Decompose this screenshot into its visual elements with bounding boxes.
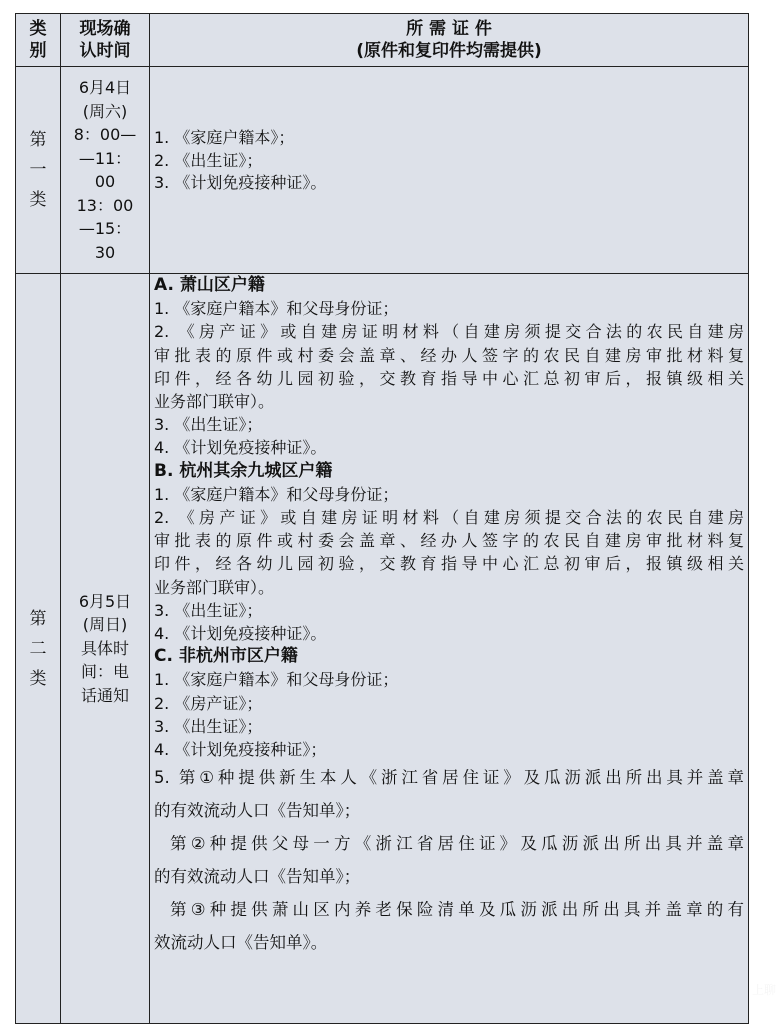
time-line: —11： (78, 148, 132, 168)
document-line: 1. 《家庭户籍本》和父母身份证； (154, 299, 399, 319)
document-line: 1. 《家庭户籍本》和父母身份证； (154, 670, 399, 690)
header-documents-subtitle: (原件和复印件均需提供) (356, 41, 542, 61)
document-line: 2. 《出生证》； (154, 150, 263, 170)
time-line: 13：00 (76, 195, 134, 215)
header-time-line: 认时间 (79, 41, 131, 61)
time-cell (61, 274, 150, 1024)
header-documents-title: 所 需 证 件 (406, 19, 492, 39)
time-line: 间：电 (80, 662, 129, 682)
time-line: 具体时 (80, 638, 129, 658)
time-line: 8：00— (73, 125, 137, 144)
document-line: 1. 《家庭户籍本》和父母身份证； (154, 484, 399, 504)
document-line: 印件，经各幼儿园初验，交教育指导中心汇总初审后，报镇级相关 (154, 368, 744, 388)
table-row (16, 274, 749, 1024)
table-row (16, 67, 749, 274)
category-cell (16, 274, 61, 1024)
category-char: 类 (29, 190, 47, 210)
document-line: 3. 《出生证》； (154, 716, 263, 736)
section-title: A. 萧山区户籍 (154, 275, 265, 295)
time-line: (周日) (82, 615, 128, 635)
header-row (16, 14, 749, 67)
time-line: —15： (78, 219, 132, 238)
document-line: 4. 《计划免疫接种证》； (154, 740, 327, 760)
header-documents (150, 14, 749, 67)
document-line: 审批表的原件或村委会盖章、经办人签字的农民自建房审批材料复 (154, 531, 744, 551)
time-line: 00 (94, 172, 116, 191)
document-line: 印件，经各幼儿园初验，交教育指导中心汇总初审后，报镇级相关 (154, 554, 744, 574)
time-line: 6月5日 (78, 591, 132, 611)
document-line: 4. 《计划免疫接种证》。 (154, 438, 327, 458)
document-line: 3. 《出生证》； (154, 600, 263, 620)
document-line: 5. 第①种提供新生本人《浙江省居住证》及瓜沥派出所出具并盖章 (154, 768, 744, 788)
header-category (16, 14, 61, 67)
category-cell (16, 67, 61, 274)
document-line: 审批表的原件或村委会盖章、经办人签字的农民自建房审批材料复 (154, 345, 744, 365)
header-category-line: 别 (29, 41, 47, 61)
time-line: 话通知 (80, 685, 129, 705)
header-category-line: 类 (29, 19, 47, 39)
time-cell (61, 67, 150, 274)
time-line: 6月4日 (78, 78, 132, 97)
document-line: 第②种提供父母一方《浙江省居住证》及瓜沥派出所出具并盖章 (170, 834, 744, 854)
document-line: 4. 《计划免疫接种证》。 (154, 624, 327, 644)
category-char: 二 (29, 638, 47, 659)
document-line: 2. 《房产证》或自建房证明材料（自建房须提交合法的农民自建房 (154, 322, 744, 342)
document-line: 业务部门联审）。 (154, 577, 275, 597)
requirements-table (15, 13, 749, 1024)
documents-cell (150, 274, 749, 1024)
time-line: 30 (94, 242, 116, 262)
header-time (61, 14, 150, 67)
header-time-line: 现场确 (79, 19, 131, 39)
document-line: 2. 《房产证》或自建房证明材料（自建房须提交合法的农民自建房 (154, 508, 744, 528)
section-title: B. 杭州其余九城区户籍 (154, 460, 333, 481)
category-char: 第 (29, 608, 47, 629)
section-title: C. 非杭州市区户籍 (154, 646, 298, 667)
document-line: 的有效流动人口《告知单》； (154, 801, 361, 821)
document-line: 2. 《房产证》； (154, 693, 263, 713)
category-char: 一 (29, 160, 47, 180)
time-line: (周六) (82, 101, 128, 121)
document-line: 效流动人口《告知单》。 (154, 933, 328, 953)
document-line: 3. 《出生证》； (154, 415, 263, 435)
document-line: 业务部门联审）。 (154, 392, 275, 412)
documents-cell (150, 67, 749, 274)
document-line: 3. 《计划免疫接种证》。 (154, 173, 327, 192)
document-line: 的有效流动人口《告知单》； (154, 867, 361, 887)
document-line: 第③种提供萧山区内养老保险清单及瓜沥派出所出具并盖章的有 (170, 900, 744, 920)
category-char: 第 (29, 130, 47, 150)
watermark: 上聊 (751, 983, 776, 997)
category-char: 类 (29, 668, 47, 689)
document-line: 1. 《家庭户籍本》； (154, 128, 295, 147)
